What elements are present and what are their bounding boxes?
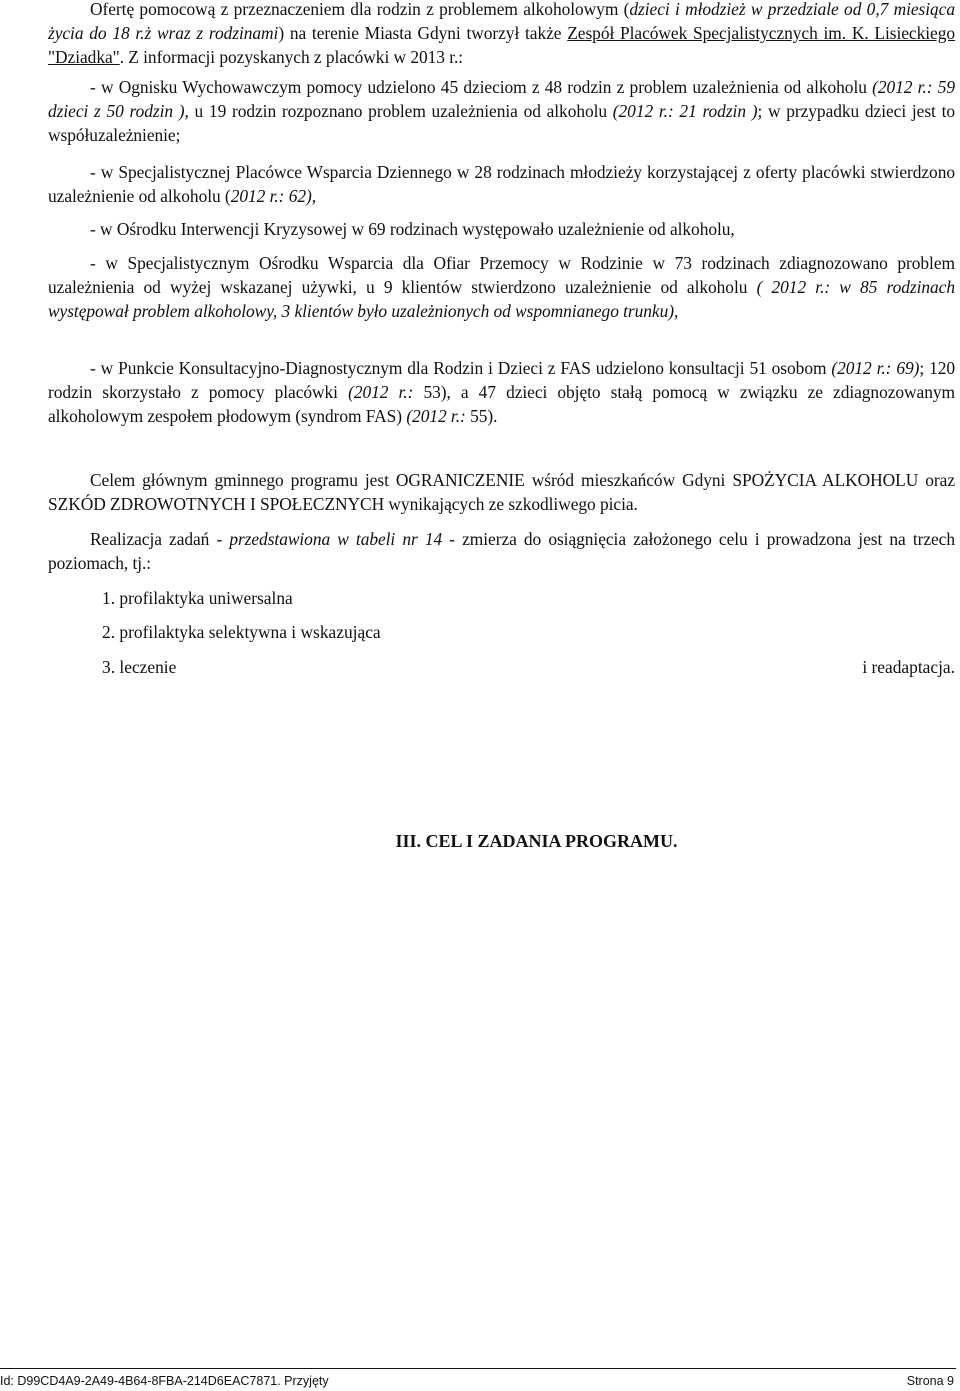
paragraph-interwencja-text: - w Ośrodku Interwencji Kryzysowej w 69 rodzinach występowało uzależnienie od alkoholu, xyxy=(90,219,735,239)
paragraph-ognisko-text-3: ; w przypadku dzieci jest to współuzależnienie; xyxy=(48,101,955,145)
paragraph-realizacja-italic: przedstawiona w tabeli nr 14 xyxy=(229,529,443,549)
footer-document-id: Id: D99CD4A9-2A49-4B64-8FBA-214D6EAC7871. Przyjęty xyxy=(0,1374,329,1388)
paragraph-offer-text-1: Ofertę pomocową z przeznaczeniem dla rodzin z problemem alkoholowym ( xyxy=(90,0,630,19)
paragraph-placowka-text: - w Specjalistycznej Placówce Wsparcia Dziennego w 28 rodzinach młodzieży korzystającej z oferty placówki stwierdzono uzależnienie od alkoholu ( xyxy=(48,162,955,206)
section-heading: III. CEL I ZADANIA PROGRAMU. xyxy=(395,831,678,851)
paragraph-fas-italic-2: (2012 r.: xyxy=(348,382,414,402)
paragraph-ognisko-italic-2: (2012 r.: 21 rodzin ) xyxy=(612,101,758,121)
list-item-3-continuation: i readaptacja. xyxy=(862,657,955,677)
paragraph-ognisko-text-1: - w Ognisku Wychowawczym pomocy udzielono 45 dzieciom z 48 rodzin z problem uzależnienia od alkoholu xyxy=(90,77,873,97)
paragraph-cel-glowny xyxy=(48,468,955,516)
paragraph-placowka-italic: 2012 r.: 62), xyxy=(230,186,317,206)
paragraph-realizacja-text-1: Realizacja zadań - xyxy=(90,529,230,549)
footer-divider xyxy=(0,1368,956,1369)
paragraph-osrodek-italic: ( 2012 r.: w 85 rodzinach występował problem alkoholowy, 3 klientów było uzależnionych od wspomnianego trunku), xyxy=(48,277,955,321)
paragraph-offer-italic: dzieci i młodzież w przedziale od 0,7 miesiąca życia do 18 r.ż wraz z rodzinami xyxy=(48,0,956,43)
list-item-2: 2. profilaktyka selektywna i wskazująca xyxy=(102,622,381,642)
paragraph-fas-text-4: 55). xyxy=(465,406,498,426)
paragraph-realizacja xyxy=(48,527,955,575)
paragraph-osrodek-wsparcia xyxy=(48,251,955,323)
paragraph-cel-text: Celem głównym gminnego programu jest OGRANICZENIE wśród mieszkańców Gdyni SPOŻYCIA ALKOHOLU oraz SZKÓD ZDROWOTNYCH I SPOŁECZNYCH wynikających ze szkodliwego picia. xyxy=(48,470,955,514)
paragraph-ognisko-italic-1: (2012 r.: 59 dzieci z 50 rodzin ) xyxy=(48,77,955,121)
paragraph-realizacja-text-2: - zmierza do osiągnięcia założonego celu i prowadzona jest na trzech poziomach, tj.: xyxy=(48,529,955,573)
paragraph-placowka-wsparcia xyxy=(48,160,955,208)
paragraph-interwencja xyxy=(48,217,955,241)
paragraph-fas-text-1: - w Punkcie Konsultacyjno-Diagnostycznym dla Rodzin i Dzieci z FAS udzielono konsultacji 51 osobom xyxy=(90,358,832,378)
paragraph-osrodek-text: - w Specjalistycznym Ośrodku Wsparcia dla Ofiar Przemocy w Rodzinie w 73 rodzinach zdiagnozowano problem uzależnienia od wyżej wskazanej używki, u 9 klientów stwierdzono uzależnienie od alkoholu xyxy=(48,253,955,297)
paragraph-offer-text-3: . Z informacji pozyskanych z placówki w 2013 r.: xyxy=(119,47,464,67)
footer-page-number: Strona 9 xyxy=(906,1374,954,1388)
paragraph-fas xyxy=(48,356,955,428)
paragraph-offer-underlined: Zespół Placówek Specjalistycznych im. K. Lisieckiego "Dziadka" xyxy=(48,23,955,67)
paragraph-offer-text-2: ) na terenie Miasta Gdyni tworzył także xyxy=(278,23,568,43)
paragraph-fas-text-3: 53), a 47 dzieci objęto stałą pomocą w związku ze zdiagnozowanym alkoholowym zespołem płodowym (syndrom FAS) xyxy=(48,382,955,426)
paragraph-ognisko-text-2: , u 19 rodzin rozpoznano problem uzależnienia od alkoholu xyxy=(184,101,613,121)
paragraph-ognisko xyxy=(48,75,955,147)
list-item-1: 1. profilaktyka uniwersalna xyxy=(102,588,293,608)
paragraph-fas-italic-3: (2012 r.: xyxy=(406,406,466,426)
list-item-3: 3. leczenie xyxy=(102,657,177,677)
paragraph-offer xyxy=(48,0,955,69)
paragraph-fas-italic-1: (2012 r.: 69) xyxy=(831,358,920,378)
paragraph-fas-text-2: ; 120 rodzin skorzystało z pomocy placówki xyxy=(48,358,956,402)
